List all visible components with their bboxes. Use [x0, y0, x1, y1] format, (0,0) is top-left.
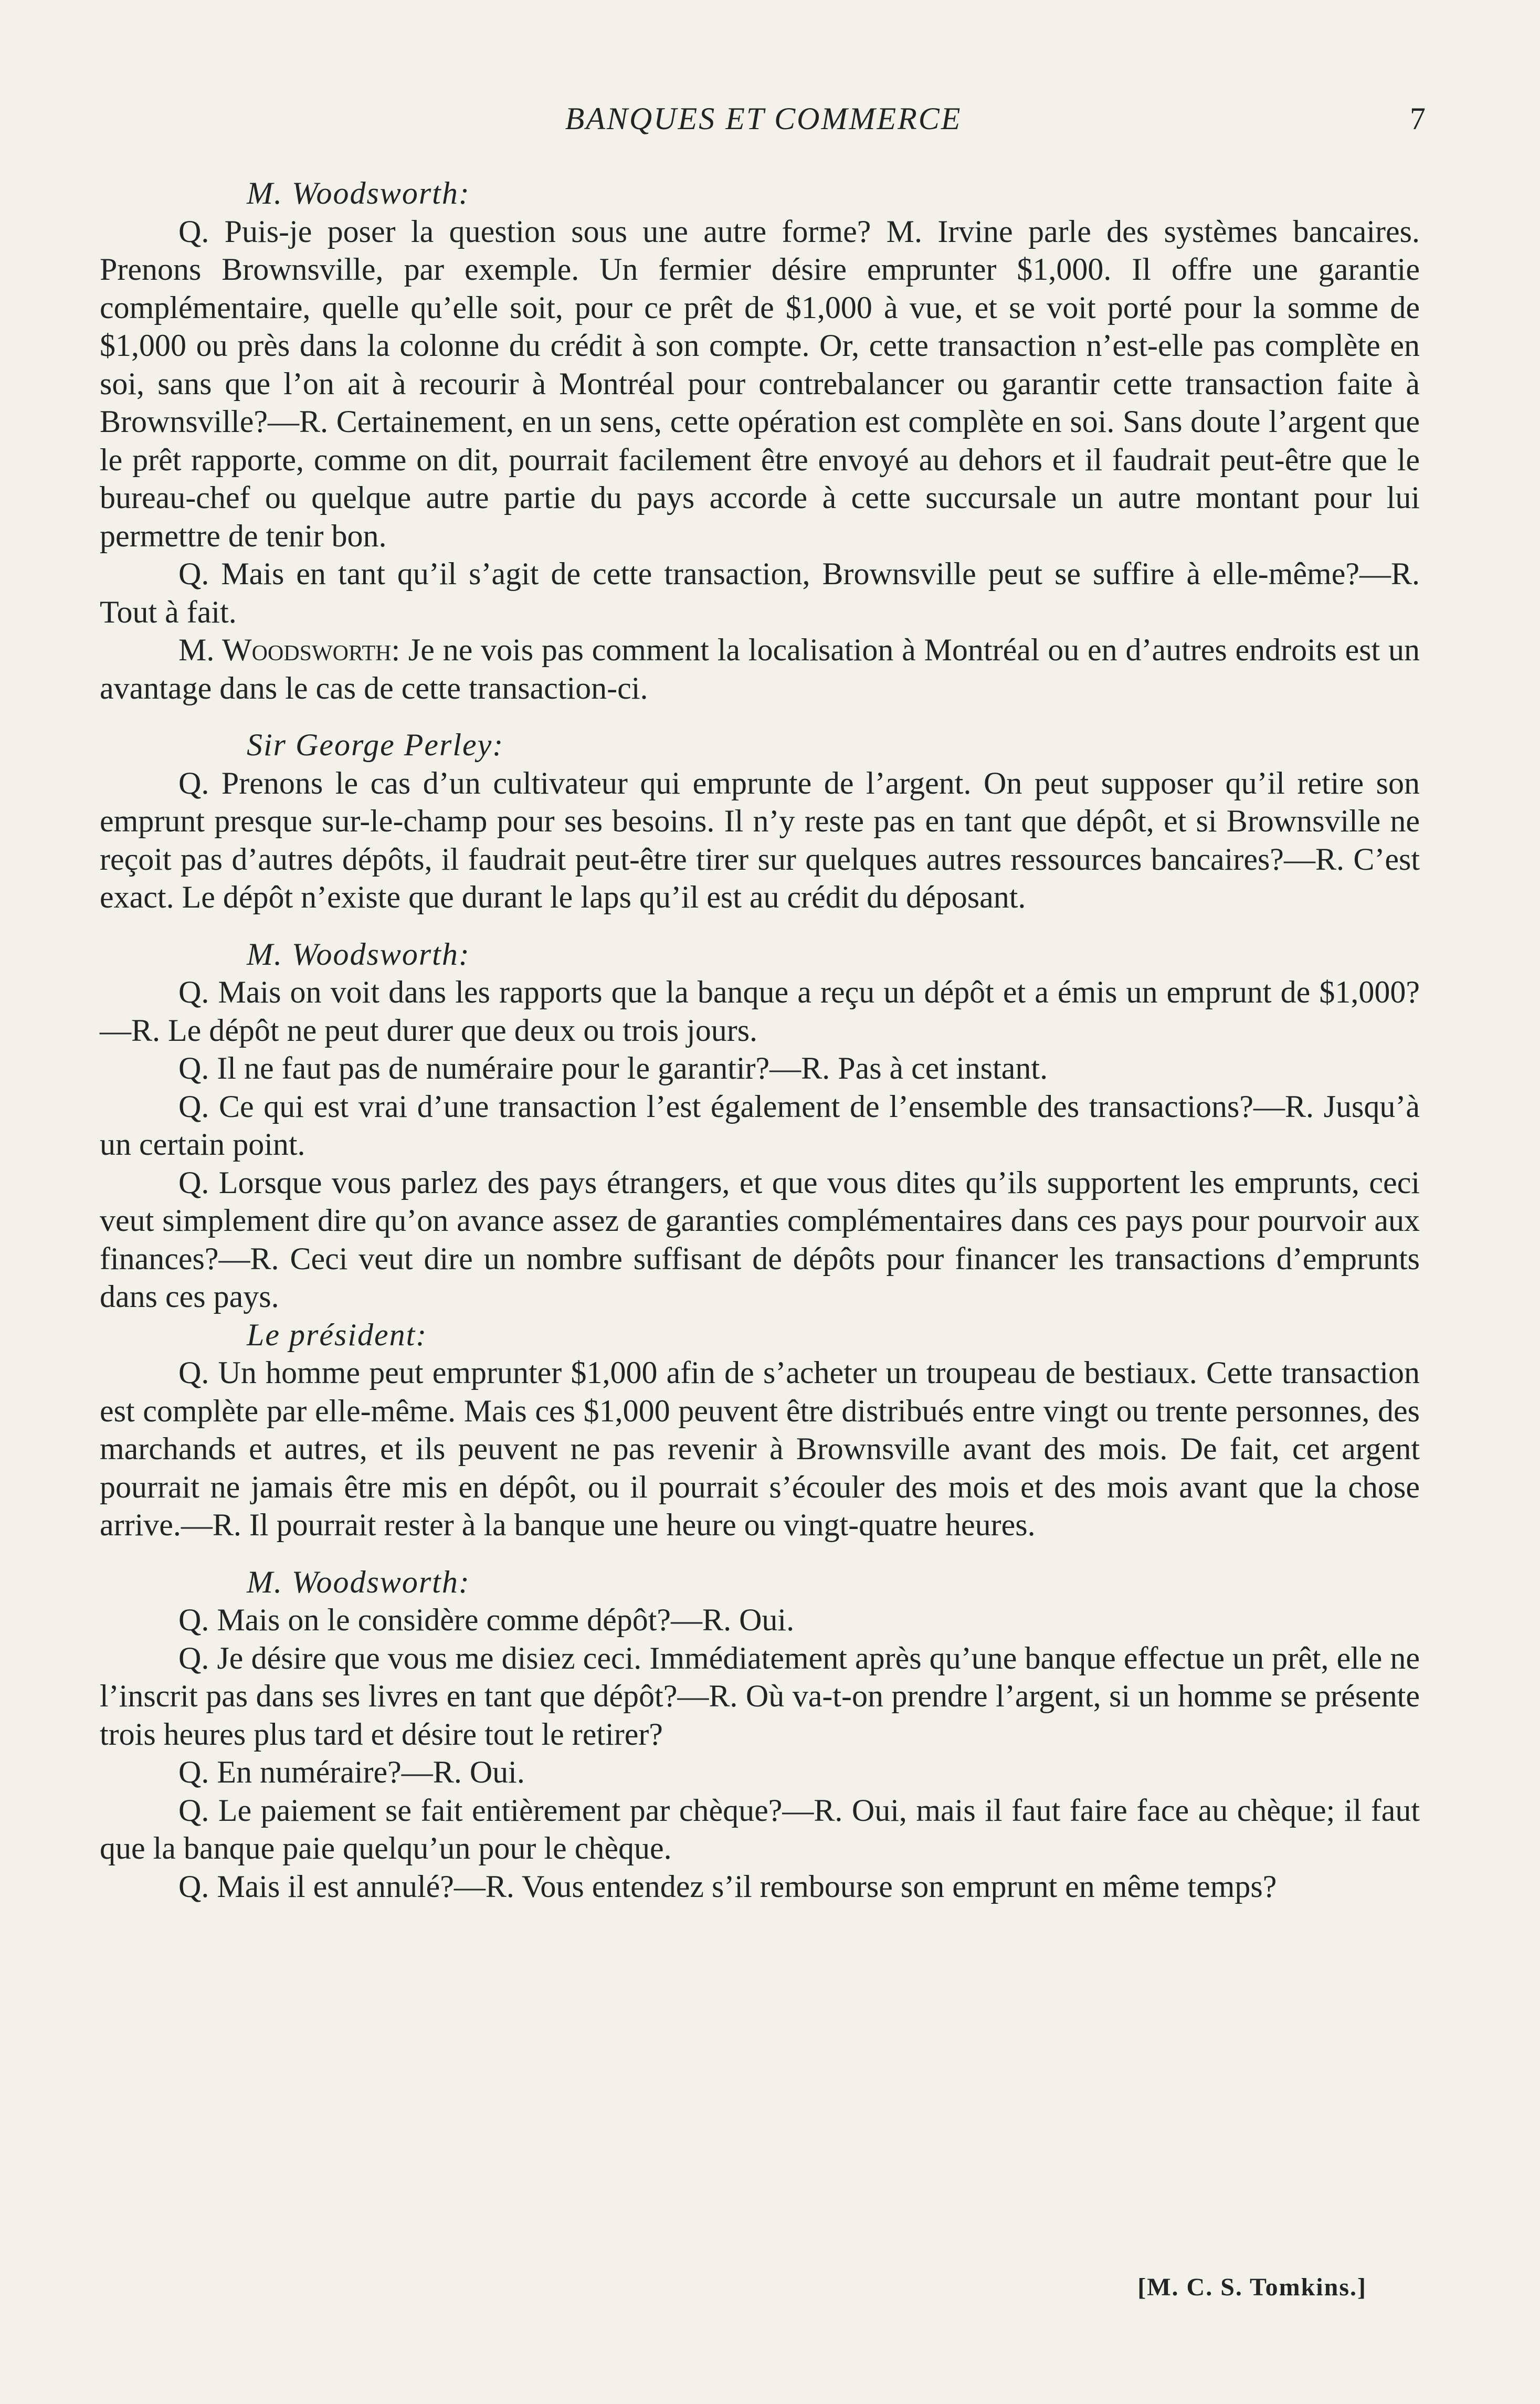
- paragraph: Q. Ce qui est vrai d’une transaction l’est également de l’ensemble des transactions?—R. Jusqu’à un certain point.: [100, 1089, 1420, 1162]
- paragraph: Q. Mais on voit dans les rapports que la banque a reçu un dépôt et a émis un emprunt de $1,000?—R. Le dépôt ne peut durer que deux ou trois jours.: [100, 975, 1420, 1048]
- witness-signature: [M. C. S. Tomkins.]: [1137, 2273, 1367, 2301]
- running-header: [100, 101, 1427, 143]
- speaker-heading: M. Woodsworth:: [247, 936, 470, 972]
- page-body: [100, 174, 1420, 1905]
- speaker-heading: M. Woodsworth:: [247, 1564, 470, 1599]
- speaker-heading: M. Woodsworth:: [247, 176, 470, 210]
- paragraph-text: : Je ne vois pas comment la localisation à Montréal ou en d’autres endroits est un avantage dans le cas de cette transaction-ci.: [100, 632, 1420, 705]
- paragraph: Q. Mais il est annulé?—R. Vous entendez s’il rembourse son emprunt en même temps?: [178, 1869, 1277, 1904]
- paragraph: Q. En numéraire?—R. Oui.: [178, 1755, 525, 1789]
- page-number: 7: [1410, 101, 1427, 136]
- paragraph: [100, 631, 1420, 707]
- paragraph: Q. Je désire que vous me disiez ceci. Immédiatement après qu’une banque effectue un prêt, elle ne l’inscrit pas dans ses livres en tant que dépôt?—R. Où va-t-on prendre l’argent, si un homme se présente trois heures plus tard et désire tout le retirer?: [100, 1640, 1420, 1752]
- paragraph: Q. Mais on le considère comme dépôt?—R. Oui.: [178, 1602, 795, 1637]
- running-title: BANQUES ET COMMERCE: [565, 101, 962, 136]
- speaker-heading: Le président:: [247, 1317, 428, 1352]
- paragraph: Q. Lorsque vous parlez des pays étrangers, et que vous dites qu’ils supportent les emprunts, ceci veut simplement dire qu’on avance assez de garanties complémentaires dans ces pays pour pourvoir aux finances?—R. Ceci veut dire un nombre suffisant de dépôts pour financer les transactions d’emprunts dans ces pays.: [100, 1165, 1420, 1314]
- speaker-heading: Sir George Perley:: [247, 727, 504, 762]
- speaker-name-inline: M. Woodsworth: [178, 632, 392, 667]
- paragraph: Q. Un homme peut emprunter $1,000 afin de s’acheter un troupeau de bestiaux. Cette transaction est complète par elle-même. Mais ces $1,000 peuvent être distribués entre vingt ou trente personnes, des marchands et autres, et ils peuvent ne pas revenir à Brownsville avant des mois. De fait, cet argent pourrait ne jamais être mis en dépôt, ou il pourrait s’écouler des mois et des mois avant que la chose arrive.—R. Il pourrait rester à la banque une heure ou vingt-quatre heures.: [100, 1355, 1420, 1542]
- paragraph: Q. Mais en tant qu’il s’agit de cette transaction, Brownsville peut se suffire à elle-même?—R. Tout à fait.: [100, 556, 1420, 629]
- paragraph: Q. Puis-je poser la question sous une autre forme? M. Irvine parle des systèmes bancaires. Prenons Brownsville, par exemple. Un fermier désire emprunter $1,000. Il offre une garantie complémentaire, quelle qu’elle soit, pour ce prêt de $1,000 à vue, et se voit porté pour la somme de $1,000 ou près dans la colonne du crédit à son compte. Or, cette transaction n’est-elle pas complète en soi, sans que l’on ait à recourir à Montréal pour contrebalancer ou garantir cette transaction faite à Brownsville?—R. Certainement, en un sens, cette opération est complète en soi. Sans doute l’argent que le prêt rapporte, comme on dit, pourrait facilement être envoyé au dehors et il faudrait peut-être que le bureau-chef ou quelque autre partie du pays accorde à cette succursale un autre montant pour lui permettre de tenir bon.: [100, 214, 1420, 553]
- paragraph: Q. Prenons le cas d’un cultivateur qui emprunte de l’argent. On peut supposer qu’il retire son emprunt presque sur-le-champ pour ses besoins. Il n’y reste pas en tant que dépôt, et si Brownsville ne reçoit pas d’autres dépôts, il faudrait peut-être tirer sur quelques autres ressources bancaires?—R. C’est exact. Le dépôt n’existe que durant le laps qu’il est au crédit du déposant.: [100, 765, 1420, 914]
- paragraph: Q. Le paiement se fait entièrement par chèque?—R. Oui, mais il faut faire face au chèque; il faut que la banque paie quelqu’un pour le chèque.: [100, 1793, 1420, 1865]
- paragraph: Q. Il ne faut pas de numéraire pour le garantir?—R. Pas à cet instant.: [178, 1051, 1048, 1085]
